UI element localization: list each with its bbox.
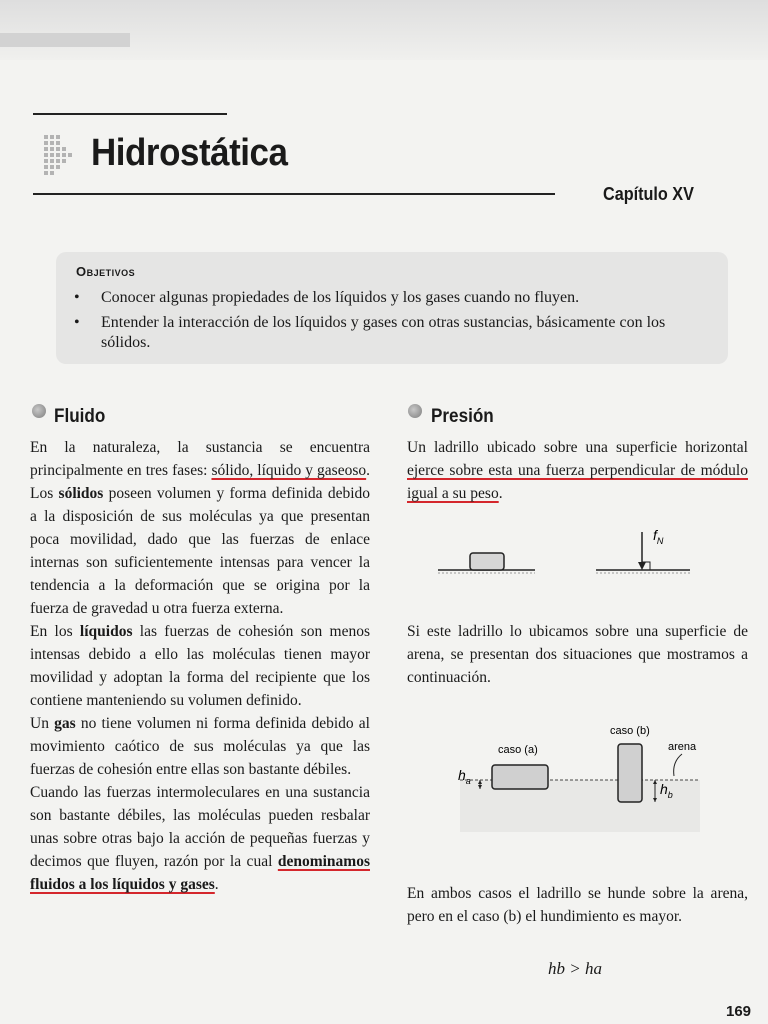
- header-long-rule: [33, 193, 555, 195]
- force-label: $f_N$: [653, 527, 664, 546]
- presion-conclusion: En ambos casos el ladrillo se hunde sobre la arena, pero en el caso (b) el hundimiento es mayor.: [407, 885, 748, 925]
- page-number: 169: [726, 1003, 752, 1020]
- bullet-icon: •: [74, 289, 80, 306]
- formula-hb-gt-ha: hb > ha: [548, 959, 602, 978]
- objectives-list: [56, 288, 728, 358]
- presion-sand-text: Si este ladrillo lo ubicamos sobre una superficie de arena, se presentan dos situaciones que mostramos a continuación.: [407, 623, 748, 686]
- top-shading: [0, 0, 768, 60]
- objectives-box: [56, 252, 728, 364]
- hb-label: $h_b$: [660, 781, 673, 800]
- section-heading-fluido: Fluido: [54, 406, 106, 427]
- fluido-paragraph-1: En la naturaleza, la sustancia se encuentra principalmente en tres fases: sólido, líquido y gaseoso. Los sólidos poseen volumen y forma definida debido a la disposición de sus moléculas ya que presentan poca movilidad, dado que las fuerzas de enlace internas son suficientemente intensas para vencer la tendencia a la deformación que se origina por la fuerza de gravedad u otra fuerza externa.: [30, 439, 371, 617]
- fluido-paragraph-2: En los líquidos las fuerzas de cohesión son menos intensas debido a ello las moléculas tienen mayor movilidad y adoptan la forma del recipiente que los contiene manteniendo su volumen definido.: [30, 623, 370, 709]
- section-bullet-icon: [408, 404, 422, 418]
- title-dot-pattern-icon: [44, 135, 76, 179]
- presion-paragraph-1: Un ladrillo ubicado sobre una superficie horizontal ejerce sobre esta una fuerza perpendicular de módulo igual a su peso.: [407, 439, 748, 502]
- objective-item: • Conocer algunas propiedades de los líquidos y los gases cuando no fluyen.: [74, 289, 580, 306]
- brick-icon: [470, 553, 504, 570]
- top-gray-bar: [0, 33, 130, 47]
- brick-case-b-icon: [618, 744, 642, 802]
- case-a-label: caso (a): [498, 744, 538, 756]
- underlined-definition: denominamos fluidos a los líquidos y gases: [30, 853, 370, 893]
- brick-case-a-icon: [492, 765, 548, 789]
- section-heading-presion: Presión: [431, 406, 494, 427]
- underlined-force: ejerce sobre esta una fuerza perpendicular de módulo igual a su peso: [407, 462, 748, 502]
- section-bullet-icon: [32, 404, 46, 418]
- fluido-text: [30, 436, 370, 896]
- chapter-title: Hidrostática: [91, 132, 288, 174]
- objectives-title: Objetivos: [76, 264, 136, 279]
- chapter-number: Capítulo XV: [603, 184, 694, 204]
- case-b-label: caso (b): [610, 725, 650, 737]
- underlined-phases: sólido, líquido y gaseoso: [211, 462, 367, 479]
- presion-intro: [407, 436, 748, 505]
- fluido-paragraph-4: Cuando las fuerzas intermoleculares en una sustancia son bastante débiles, las moléculas pueden resbalar unas sobre otras bajo la acción de pequeñas fuerzas y decimos que fluyen, razón por la cual denominamos fluidos a los líquidos y gases.: [30, 784, 370, 893]
- brick-force-figure: [430, 520, 710, 584]
- brick-sand-figure: [440, 720, 720, 840]
- fluido-paragraph-3: Un gas no tiene volumen ni forma definida debido al movimiento caótico de sus moléculas ya que las fuerzas de cohesión entre ellas son bastante débiles.: [30, 715, 370, 778]
- bullet-icon: •: [74, 314, 80, 331]
- header-short-rule: [33, 113, 227, 115]
- arena-label: arena: [668, 741, 697, 753]
- objective-item: • Entender la interacción de los líquidos y gases con otras sustancias, básicamente con los sólidos.: [74, 314, 666, 351]
- ha-label: $h_a$: [458, 767, 471, 786]
